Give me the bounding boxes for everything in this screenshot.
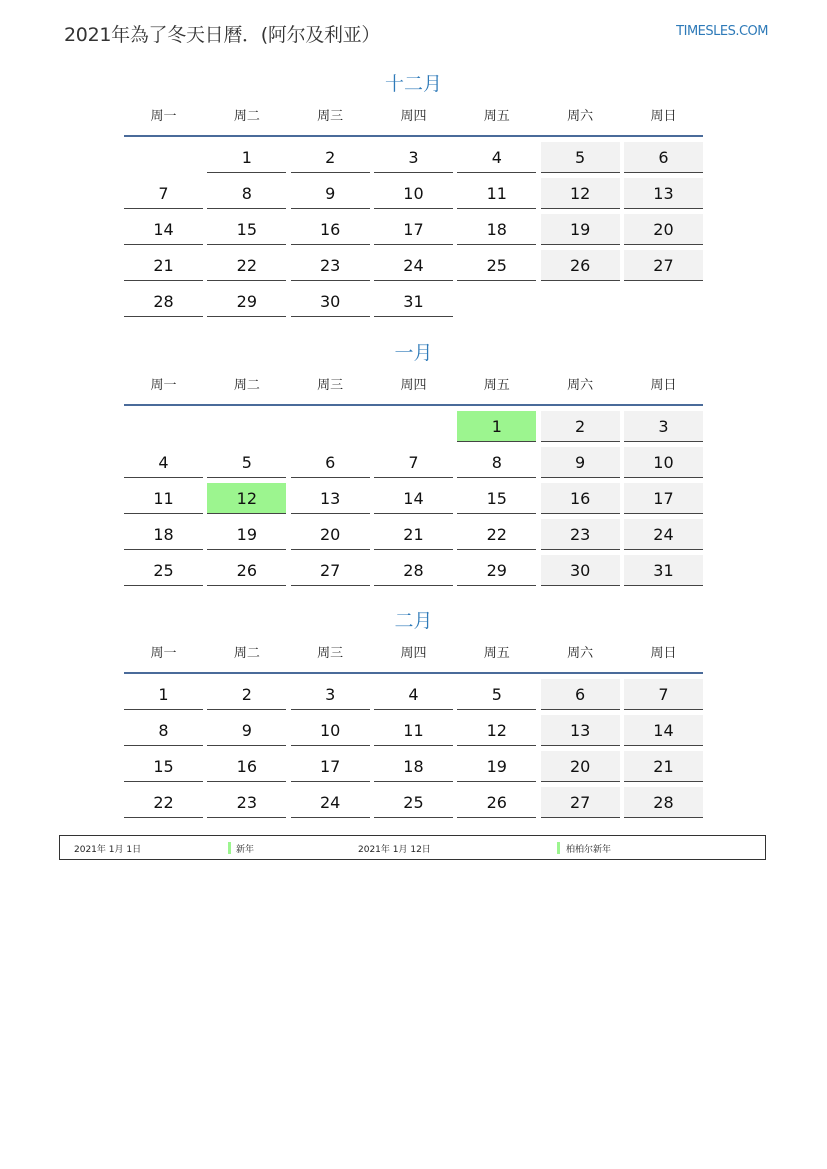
day-cell[interactable]: 26 (541, 250, 620, 281)
weekday-label: 周五 (483, 109, 510, 124)
day-cell[interactable]: 24 (374, 250, 453, 281)
day-cell[interactable]: 4 (124, 447, 203, 478)
day-cell[interactable]: 2 (541, 411, 620, 442)
day-cell[interactable]: 9 (541, 447, 620, 478)
day-cell[interactable]: 18 (124, 519, 203, 550)
day-cell[interactable]: 23 (291, 250, 370, 281)
holiday-legend (59, 835, 766, 860)
day-cell[interactable]: 18 (457, 214, 536, 245)
day-cell[interactable]: 15 (457, 483, 536, 514)
month-title: 一月 (394, 342, 433, 364)
day-cell[interactable]: 14 (124, 214, 203, 245)
day-cell[interactable]: 26 (457, 787, 536, 818)
site-logo-text[interactable]: TIMESLES.COM (676, 24, 768, 39)
day-cell[interactable]: 13 (541, 715, 620, 746)
day-cell[interactable]: 2 (291, 142, 370, 173)
weekday-label: 周日 (650, 378, 677, 393)
legend-name-1: 新年 (236, 845, 255, 855)
day-cell[interactable]: 4 (457, 142, 536, 173)
weekday-label: 周四 (400, 646, 427, 661)
month-block (124, 70, 703, 317)
holiday-day-cell[interactable]: 12 (207, 483, 286, 514)
empty-cell (124, 411, 203, 442)
weekday-label: 周六 (567, 378, 594, 393)
day-cell[interactable]: 18 (374, 751, 453, 782)
weekday-label: 周四 (400, 109, 427, 124)
day-cell[interactable]: 22 (457, 519, 536, 550)
day-cell[interactable]: 15 (124, 751, 203, 782)
day-cell[interactable]: 25 (124, 555, 203, 586)
day-grid (124, 679, 703, 818)
day-cell[interactable]: 5 (207, 447, 286, 478)
day-cell[interactable]: 16 (291, 214, 370, 245)
weekday-label: 周六 (567, 646, 594, 661)
day-cell[interactable]: 11 (124, 483, 203, 514)
holiday-day-cell[interactable]: 1 (457, 411, 536, 442)
day-cell[interactable]: 24 (624, 519, 703, 550)
weekday-label: 周一 (150, 378, 177, 393)
day-cell[interactable]: 7 (624, 679, 703, 710)
weekday-label: 周三 (317, 109, 344, 124)
day-cell[interactable]: 26 (207, 555, 286, 586)
day-cell[interactable]: 28 (624, 787, 703, 818)
day-cell[interactable]: 6 (541, 679, 620, 710)
day-cell[interactable]: 1 (124, 679, 203, 710)
weekday-label: 周日 (650, 109, 677, 124)
month-block (124, 607, 703, 818)
weekday-header (124, 108, 703, 135)
legend-name-2: 柏柏尔新年 (566, 845, 612, 855)
day-cell[interactable]: 3 (374, 142, 453, 173)
day-cell[interactable]: 9 (207, 715, 286, 746)
weekday-label: 周三 (317, 378, 344, 393)
month-title: 二月 (394, 610, 433, 632)
day-cell[interactable]: 7 (374, 447, 453, 478)
empty-cell (374, 411, 453, 442)
day-cell[interactable]: 6 (624, 142, 703, 173)
day-cell[interactable]: 21 (624, 751, 703, 782)
day-cell[interactable]: 11 (374, 715, 453, 746)
month-block (124, 339, 703, 586)
day-cell[interactable]: 24 (291, 787, 370, 818)
day-cell[interactable]: 4 (374, 679, 453, 710)
day-cell[interactable]: 12 (457, 715, 536, 746)
day-cell[interactable]: 20 (541, 751, 620, 782)
page-title: 2021年為了冬天日曆．(阿尔及利亚） (64, 24, 381, 46)
day-cell[interactable]: 10 (291, 715, 370, 746)
day-cell[interactable]: 7 (124, 178, 203, 209)
weekday-label: 周四 (400, 378, 427, 393)
day-cell[interactable]: 30 (291, 286, 370, 317)
weekday-label: 周一 (150, 646, 177, 661)
day-cell[interactable]: 3 (624, 411, 703, 442)
day-cell[interactable]: 23 (541, 519, 620, 550)
day-cell[interactable]: 12 (541, 178, 620, 209)
day-cell[interactable]: 16 (541, 483, 620, 514)
day-cell[interactable]: 16 (207, 751, 286, 782)
day-cell[interactable]: 30 (541, 555, 620, 586)
day-cell[interactable]: 11 (457, 178, 536, 209)
day-grid (124, 411, 703, 586)
day-cell[interactable]: 5 (541, 142, 620, 173)
day-cell[interactable]: 22 (124, 787, 203, 818)
day-cell[interactable]: 15 (207, 214, 286, 245)
weekday-label: 周六 (567, 109, 594, 124)
empty-cell (124, 142, 203, 173)
weekday-header (124, 645, 703, 672)
day-cell[interactable]: 8 (207, 178, 286, 209)
weekday-label: 周二 (233, 646, 260, 661)
weekday-label: 周五 (483, 378, 510, 393)
day-cell[interactable]: 25 (374, 787, 453, 818)
day-cell[interactable]: 3 (291, 679, 370, 710)
day-cell[interactable]: 17 (374, 214, 453, 245)
day-cell[interactable]: 10 (374, 178, 453, 209)
day-cell[interactable]: 1 (207, 142, 286, 173)
weekday-label: 周一 (150, 109, 177, 124)
day-cell[interactable]: 31 (374, 286, 453, 317)
day-cell[interactable]: 20 (624, 214, 703, 245)
day-cell[interactable]: 29 (457, 555, 536, 586)
day-cell[interactable]: 8 (457, 447, 536, 478)
day-cell[interactable]: 19 (541, 214, 620, 245)
legend-color-marker (557, 842, 560, 854)
day-cell[interactable]: 17 (624, 483, 703, 514)
weekday-label: 周三 (317, 646, 344, 661)
day-cell[interactable]: 6 (291, 447, 370, 478)
day-cell[interactable]: 21 (374, 519, 453, 550)
day-cell[interactable]: 29 (207, 286, 286, 317)
day-cell[interactable]: 20 (291, 519, 370, 550)
legend-date-2: 2021年 1月 12日 (358, 845, 431, 855)
day-cell[interactable]: 13 (624, 178, 703, 209)
day-grid (124, 142, 703, 317)
legend-date-1: 2021年 1月 1日 (74, 845, 142, 855)
day-cell[interactable]: 5 (457, 679, 536, 710)
day-cell[interactable]: 28 (124, 286, 203, 317)
legend-color-marker (228, 842, 231, 854)
day-cell[interactable]: 28 (374, 555, 453, 586)
day-cell[interactable]: 10 (624, 447, 703, 478)
day-cell[interactable]: 14 (624, 715, 703, 746)
day-cell[interactable]: 19 (207, 519, 286, 550)
day-cell[interactable]: 27 (291, 555, 370, 586)
day-cell[interactable]: 21 (124, 250, 203, 281)
header-rule (124, 404, 703, 406)
empty-cell (207, 411, 286, 442)
weekday-label: 周日 (650, 646, 677, 661)
weekday-label: 周二 (233, 109, 260, 124)
day-cell[interactable]: 23 (207, 787, 286, 818)
month-title: 十二月 (384, 73, 442, 95)
empty-cell (291, 411, 370, 442)
header-rule (124, 672, 703, 674)
weekday-label: 周五 (483, 646, 510, 661)
day-cell[interactable]: 27 (624, 250, 703, 281)
weekday-label: 周二 (233, 378, 260, 393)
day-cell[interactable]: 25 (457, 250, 536, 281)
day-cell[interactable]: 19 (457, 751, 536, 782)
day-cell[interactable]: 22 (207, 250, 286, 281)
day-cell[interactable]: 2 (207, 679, 286, 710)
day-cell[interactable]: 9 (291, 178, 370, 209)
day-cell[interactable]: 31 (624, 555, 703, 586)
day-cell[interactable]: 13 (291, 483, 370, 514)
day-cell[interactable]: 27 (541, 787, 620, 818)
weekday-header (124, 377, 703, 404)
day-cell[interactable]: 14 (374, 483, 453, 514)
header-rule (124, 135, 703, 137)
day-cell[interactable]: 17 (291, 751, 370, 782)
day-cell[interactable]: 8 (124, 715, 203, 746)
